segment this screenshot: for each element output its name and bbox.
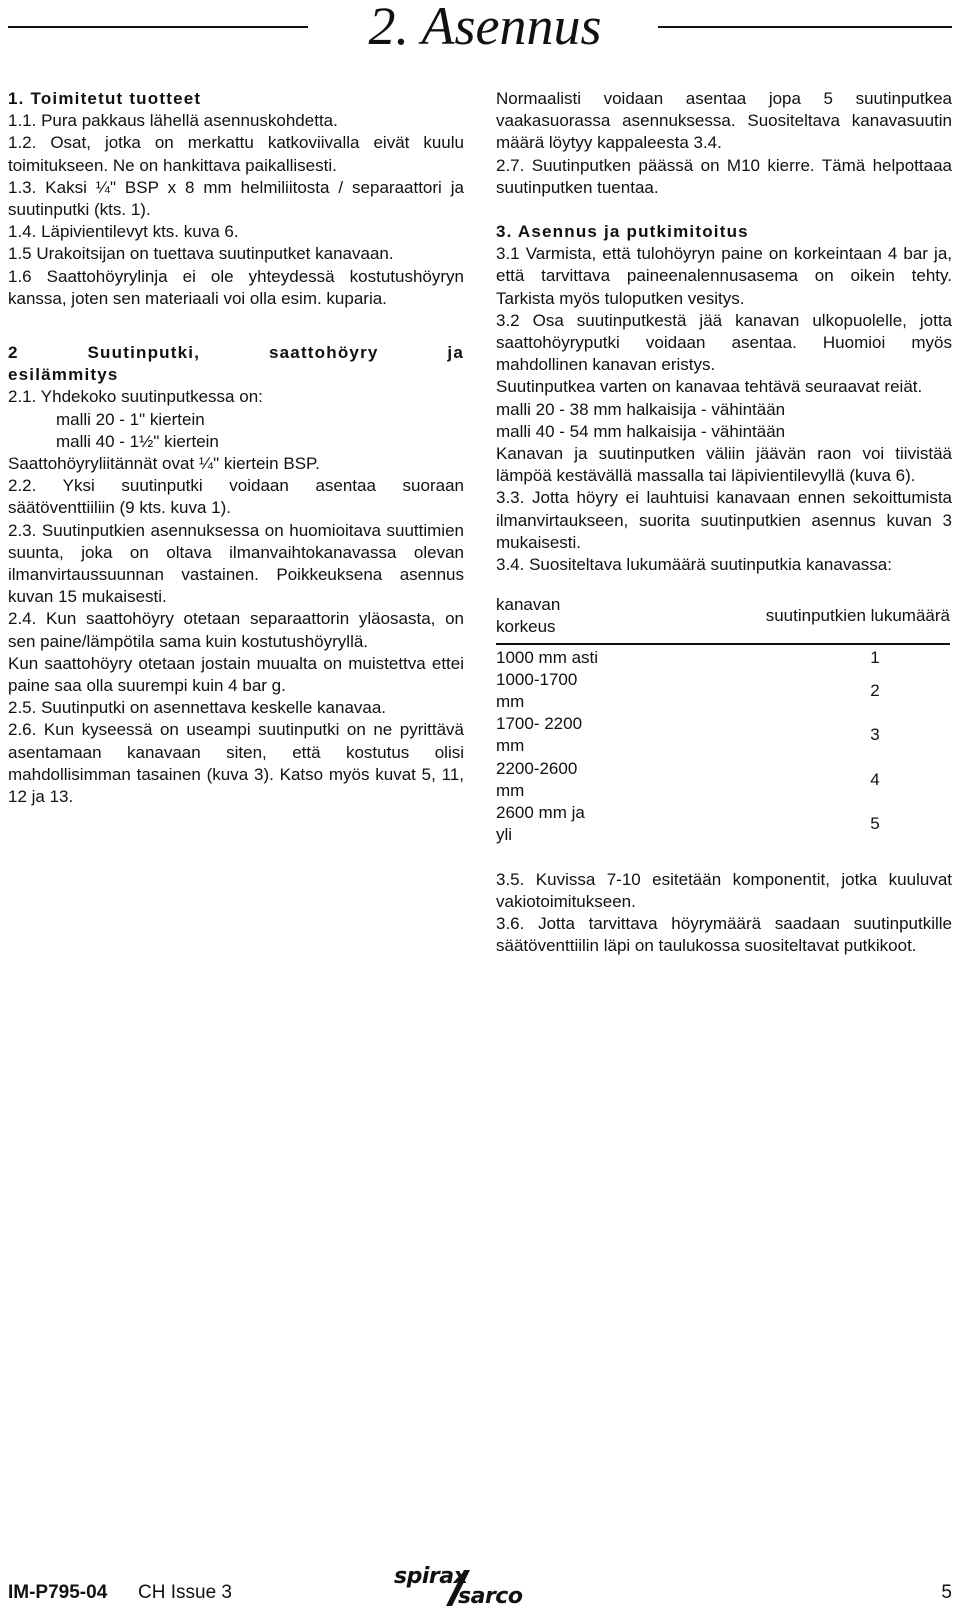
logo-word-sarco: sarco bbox=[458, 1584, 523, 1609]
page-title: 2. Asennus bbox=[368, 0, 602, 56]
paragraph-normal-install: Normaalisti voidaan asentaa jopa 5 suutinputkea vaakasuorassa asennuksessa. Suositeltava kanavasuutin määrä löytyy kappaleesta 3.4. bbox=[496, 89, 952, 153]
section-heading-1: 1. Toimitetut tuotteet bbox=[8, 89, 202, 108]
paragraph-2-1-connections: Saattohöyryliitännät ovat ¼" kiertein BSP. bbox=[8, 454, 320, 474]
header-rule-left bbox=[8, 26, 308, 28]
table-cell-height: 1700- 2200 mm bbox=[496, 714, 583, 756]
paragraph-2-3: 2.3. Suutinputkien asennuksessa on huomioitava suuttimien suunta, joka on oltava ilmanvaihtokanavassa olevan ilmanvirtaussuunnan vastainen. Poikkeuksena asennus kuvan 15 mukaisesti. bbox=[8, 520, 464, 607]
issue-label: CH Issue 3 bbox=[138, 1582, 232, 1603]
paragraph-3-6: 3.6. Jotta tarvittava höyrymäärä saadaan suutinputkille säätöventtiilin läpi on taulukossa suositeltavat putkikoot. bbox=[496, 913, 952, 956]
spacer bbox=[8, 332, 464, 342]
paragraph-1-6: 1.6 Saattohöyrylinja ei ole yhteydessä kostutushöyryn kanssa, joten sen materiaali voi olla esim. kuparia. bbox=[8, 266, 464, 308]
table-cell-height: 2200-2600 mm bbox=[496, 758, 578, 800]
section-heading-2: 2 Suutinputki, saattohöyry ja bbox=[8, 343, 464, 363]
table-cell-count: 5 bbox=[870, 814, 880, 834]
paragraph-2-2: 2.2. Yksi suutinputki voidaan asentaa suoraan säätöventtiiliin (9 kts. kuva 1). bbox=[8, 476, 464, 518]
table-header-height: kanavan korkeus bbox=[496, 590, 600, 643]
table-row bbox=[496, 669, 950, 713]
paragraph-3-3: 3.3. Jotta höyry ei lauhtuisi kanavaan ennen sekoittumista ilmanvirtaukseen, suorita suutinputkien asennus kuvan 3 mukaisesti. bbox=[496, 488, 952, 552]
table-header-row bbox=[496, 590, 950, 643]
paragraph-2-5: 2.5. Suutinputki on asennettava keskelle kanavaa. bbox=[8, 698, 387, 718]
right-column bbox=[496, 88, 952, 957]
nozzle-count-table bbox=[496, 590, 950, 846]
table-cell-count: 4 bbox=[870, 769, 880, 789]
table-cell-count: 3 bbox=[870, 725, 880, 745]
spirax-sarco-logo bbox=[394, 1564, 554, 1608]
paragraph-2-4-b: Kun saattohöyry otetaan jostain muualta on muistettva ettei paine saa olla suurempi kuin 4 bar g. bbox=[8, 653, 464, 696]
paragraph-3-2-model-40: malli 40 - 54 mm halkaisija - vähintään bbox=[496, 421, 786, 441]
paragraph-2-1-model-40: malli 40 - 1½" kiertein bbox=[56, 431, 219, 451]
paragraph-3-2: 3.2 Osa suutinputkestä jää kanavan ulkopuolelle, jotta saattohöyryputki voidaan asentaa. Huomioi myös mahdollinen kanavan eristys. bbox=[496, 310, 952, 375]
header-rule-right bbox=[658, 26, 952, 28]
table-row bbox=[496, 758, 950, 802]
paragraph-3-5: 3.5. Kuvissa 7-10 esitetään komponentit, jotka kuuluvat vakiotoimitukseen. bbox=[496, 869, 952, 911]
paragraph-2-4: 2.4. Kun saattohöyry otetaan separaattorin yläosasta, on sen paine/lämpötila sama kuin kostutushöyryllä. bbox=[8, 609, 464, 651]
table-cell-count: 2 bbox=[870, 680, 880, 700]
page-number: 5 bbox=[941, 1582, 952, 1603]
table-cell-height: 1000-1700 mm bbox=[496, 669, 578, 712]
table-cell-height: 1000 mm asti bbox=[496, 647, 599, 667]
paragraph-3-4: 3.4. Suositeltava lukumäärä suutinputkia kanavassa: bbox=[496, 555, 892, 575]
paragraph-2-1-model-20: malli 20 - 1" kiertein bbox=[56, 409, 205, 429]
document-code: IM-P795-04 bbox=[8, 1582, 108, 1603]
paragraph-3-1: 3.1 Varmista, että tulohöyryn paine on korkeintaan 4 bar ja, että tarvittava paineenalennusasema on oikein tehty. Tarkista myös tuloputken vesitys. bbox=[496, 244, 952, 308]
table-cell-height: 2600 mm ja yli bbox=[496, 803, 585, 845]
table-row bbox=[496, 713, 950, 757]
spacer bbox=[496, 847, 952, 869]
table-header-count: suutinputkien lukumäärä bbox=[600, 590, 950, 643]
paragraph-1-4: 1.4. Läpivientilevyt kts. kuva 6. bbox=[8, 222, 239, 242]
table-cell-count: 1 bbox=[870, 647, 880, 667]
paragraph-3-2-e: Kanavan ja suutinputken väliin jäävän raon voi tiivistää lämpöä kestävällä massalla tai läpivientilevyllä (kuva 6). bbox=[496, 444, 952, 486]
paragraph-1-3: 1.3. Kaksi ¼" BSP x 8 mm helmiliitosta / separaattori ja suutinputki (kts. 1). bbox=[8, 177, 464, 220]
logo-word-spirax: spirax bbox=[394, 1564, 468, 1589]
page-footer bbox=[8, 1564, 952, 1609]
left-column bbox=[8, 88, 464, 808]
paragraph-2-6: 2.6. Kun kyseessä on useampi suutinputki on ne pyrittävä asentamaan kanavaan siten, että kostutus olisi mahdollisimman tasainen (kuva 3). Katso myös kuvat 5, 11, 12 ja 13. bbox=[8, 720, 464, 807]
spacer bbox=[8, 310, 464, 332]
paragraph-2-7: 2.7. Suutinputken päässä on M10 kierre. Tämä helpottaaa suutinputken tuentaa. bbox=[496, 155, 952, 197]
section-heading-3: 3. Asennus ja putkimitoitus bbox=[496, 222, 749, 242]
section-heading-2-cont: esilämmitys bbox=[8, 365, 119, 385]
table-row bbox=[496, 644, 950, 669]
spacer bbox=[496, 199, 952, 221]
paragraph-1-1: 1.1. Pura pakkaus lähellä asennuskohdetta. bbox=[8, 111, 338, 131]
paragraph-2-1: 2.1. Yhdekoko suutinputkessa on: bbox=[8, 387, 263, 407]
paragraph-3-2-model-20: malli 20 - 38 mm halkaisija - vähintään bbox=[496, 399, 786, 419]
table-row bbox=[496, 802, 950, 846]
paragraph-1-2: 1.2. Osat, jotka on merkattu katkoviivalla eivät kuulu toimitukseen. Ne on hankittava paikallisesti. bbox=[8, 133, 464, 175]
paragraph-3-2-b: Suutinputkea varten on kanavaa tehtävä seuraavat reiät. bbox=[496, 377, 923, 397]
paragraph-1-5: 1.5 Urakoitsijan on tuettava suutinputket kanavaan. bbox=[8, 244, 394, 264]
